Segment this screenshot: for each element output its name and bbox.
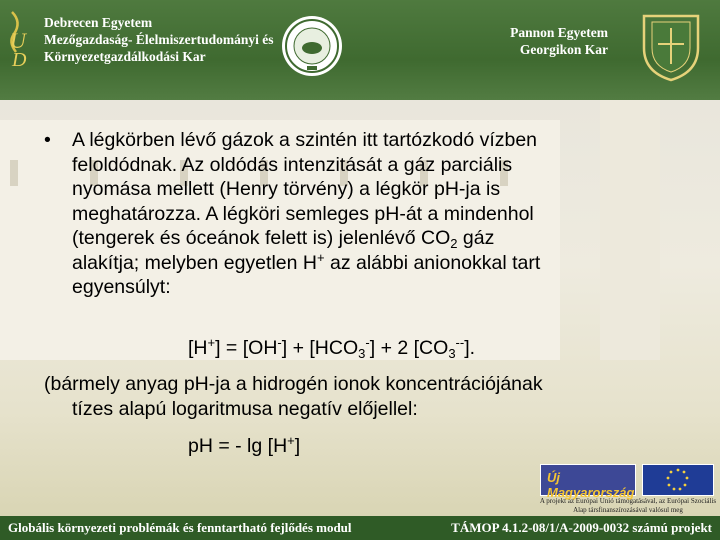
- ph-definition: (bármely anyag pH-ja a hidrogén ionok koncentrációjának tízes alapú logaritmusa negatív előjellel:: [44, 373, 543, 420]
- uj-magyarorszag-logo: Új Magyarország: [540, 464, 636, 496]
- faculty-seal-icon: [280, 14, 344, 78]
- footer-module-title: Globális környezeti problémák és fenntartható fejlődés modul: [8, 520, 352, 535]
- text-line: nyomása mellett (Henry törvény) a légkör pH-ja is: [72, 178, 501, 200]
- paragraph-main: [72, 128, 672, 300]
- window: [10, 160, 18, 186]
- svg-text:U: U: [10, 28, 26, 53]
- text-line: meghatározza. A légköri semleges pH-át a mindenhol: [72, 202, 534, 225]
- ud-logo-icon: [6, 8, 38, 68]
- text-line: alakítja; melyben egyetlen H+ az alábbi anionokkal tart: [72, 249, 541, 274]
- bullet-marker: •: [44, 129, 51, 151]
- footer-project-id: TÁMOP 4.1.2-08/1/A-2009-0032 számú projekt: [451, 520, 712, 535]
- institution-right: Pannon Egyetem Georgikon Kar: [510, 25, 608, 57]
- header-banner: [0, 0, 720, 100]
- equilibrium-equation: $[H^+] = [OH^-] + [HCO_3^-] + 2$ $[CO_3^{--}]$.: [188, 335, 476, 361]
- text-line: A légkörben lévő gázok a szintén itt tartózkodó vízben: [72, 129, 538, 151]
- text-line: feloldódnak. Az oldódás intenzitását a gáz parciális: [72, 153, 513, 176]
- institution-left: Debrecen Egyetem Mezőgazdaság- Élelmiszertudományi és Környezetgazdálkodási Kar: [44, 15, 274, 64]
- university-crest-icon: [636, 8, 706, 84]
- svg-text:D: D: [12, 49, 27, 68]
- text-line: (tengerek és óceánok felett is) jelenlévő $CO_2$ gáz: [72, 227, 495, 251]
- text-line: egyensúlyt:: [72, 276, 171, 298]
- eu-funding-note: A projekt az Európai Unió támogatásával, az Európai Szociális Alap társfinanszírozásával valósul meg: [539, 497, 717, 514]
- ph-formula: pH = - lg [H+]: [188, 433, 301, 457]
- eu-flag-icon: [642, 464, 714, 496]
- footer-bar: [0, 516, 720, 540]
